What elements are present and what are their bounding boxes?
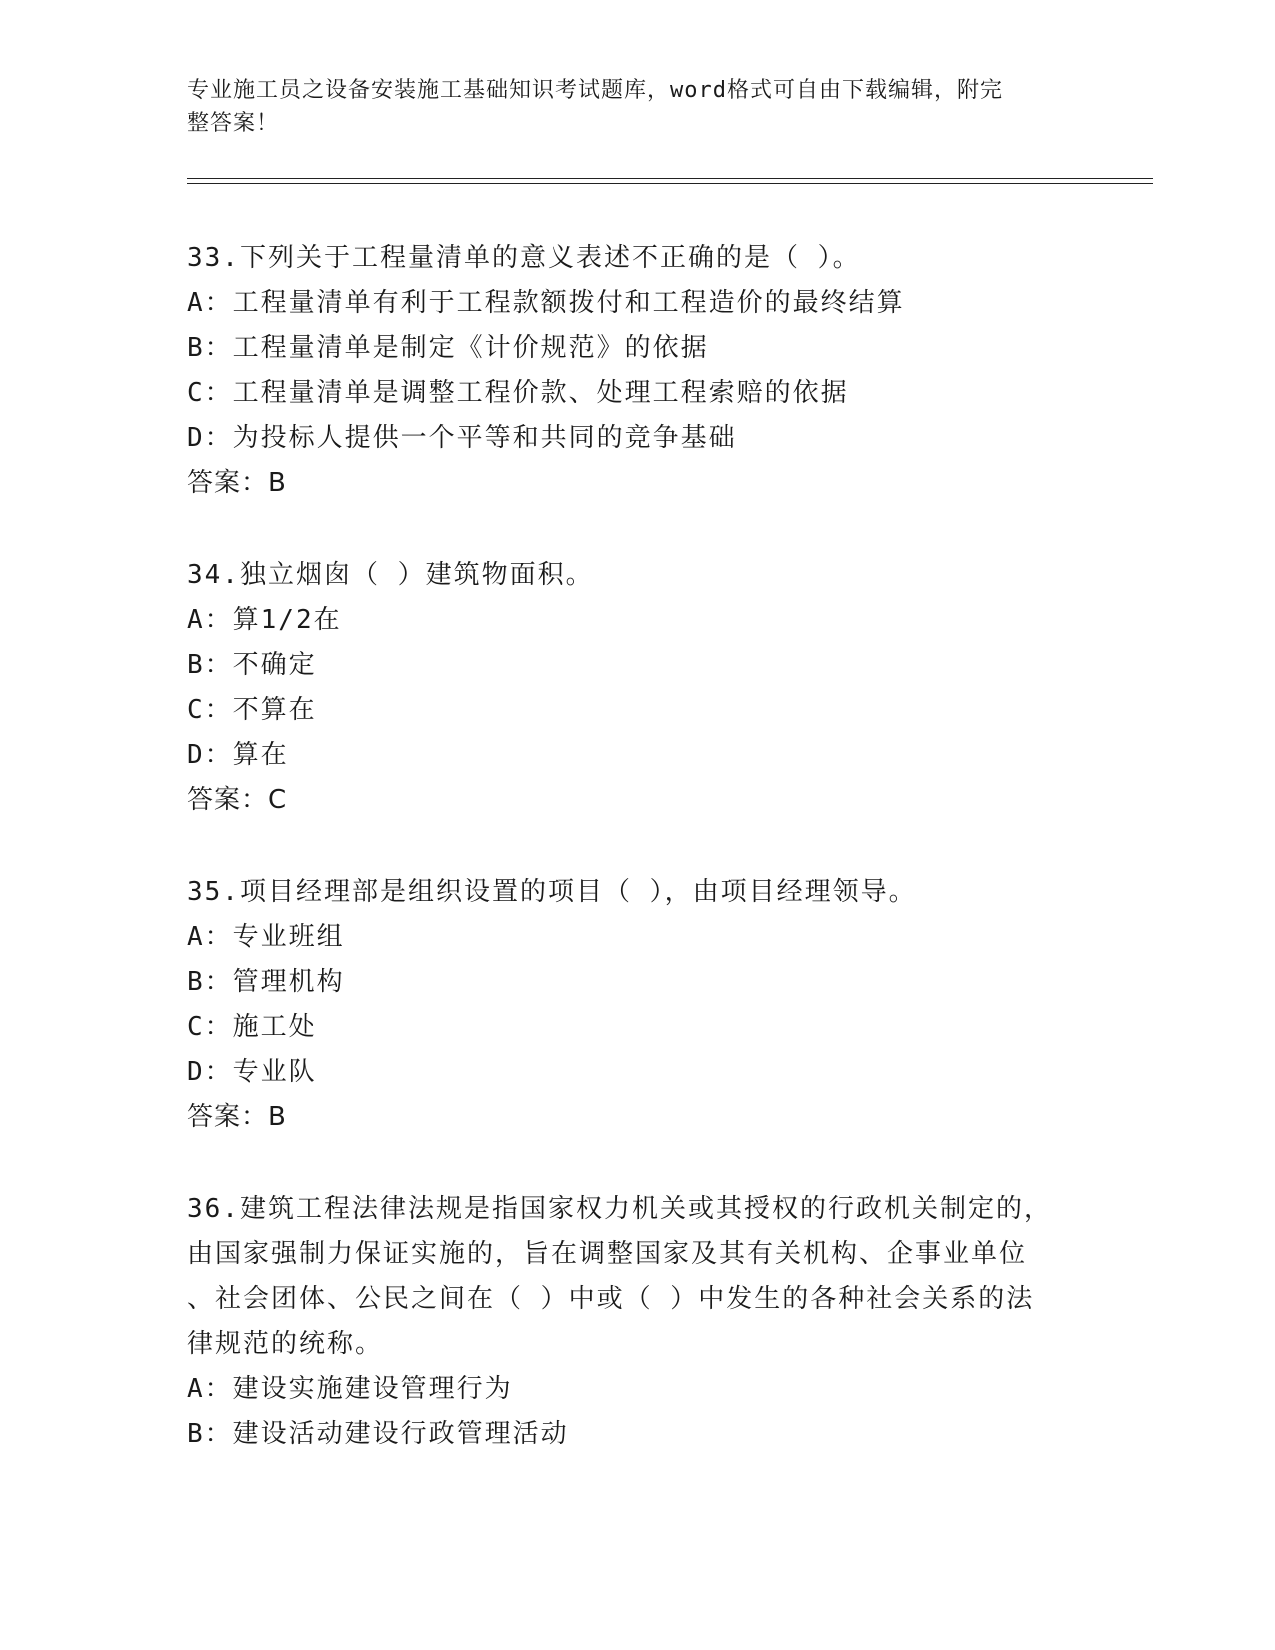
header-line-2: 整答案！	[187, 111, 280, 136]
option-a: A：建设实施建设管理行为	[187, 1374, 513, 1404]
option-d: D：算在	[187, 740, 289, 770]
option-b: B：管理机构	[187, 967, 345, 997]
question-stem: 33.下列关于工程量清单的意义表述不正确的是（ ）。	[187, 243, 861, 273]
document-header	[187, 74, 1067, 140]
option-a: A：算1/2在	[187, 605, 342, 635]
option-b: B：建设活动建设行政管理活动	[187, 1419, 569, 1449]
question-stem-line-3: 、社会团体、公民之间在（ ）中或（ ）中发生的各种社会关系的法	[187, 1284, 1035, 1314]
question-36	[187, 1187, 1087, 1457]
option-a: A：工程量清单有利于工程款额拨付和工程造价的最终结算	[187, 288, 905, 318]
question-stem: 34.独立烟囱（ ）建筑物面积。	[187, 560, 594, 590]
option-c: C：工程量清单是调整工程价款、处理工程索赔的依据	[187, 378, 849, 408]
answer: 答案：B	[187, 468, 287, 498]
question-stem-line-1: 36.建筑工程法律法规是指国家权力机关或其授权的行政机关制定的，	[187, 1194, 1052, 1224]
option-d: D：为投标人提供一个平等和共同的竞争基础	[187, 423, 737, 453]
question-stem-line-2: 由国家强制力保证实施的，旨在调整国家及其有关机构、企事业单位	[187, 1239, 1028, 1269]
question-34	[187, 553, 1087, 823]
question-list	[187, 236, 1087, 1504]
option-c: C：不算在	[187, 695, 317, 725]
option-d: D：专业队	[187, 1057, 317, 1087]
header-line-1: 专业施工员之设备安装施工基础知识考试题库，word格式可自由下载编辑，附完	[187, 78, 1003, 103]
option-a: A：专业班组	[187, 922, 345, 952]
question-stem: 35.项目经理部是组织设置的项目（ ），由项目经理领导。	[187, 877, 917, 907]
question-33	[187, 236, 1087, 506]
question-stem-line-4: 律规范的统称。	[187, 1329, 384, 1359]
option-b: B：工程量清单是制定《计价规范》的依据	[187, 333, 709, 363]
option-c: C：施工处	[187, 1012, 317, 1042]
answer: 答案：C	[187, 785, 288, 815]
header-rule-bottom	[187, 183, 1153, 184]
option-b: B：不确定	[187, 650, 317, 680]
header-rule-top	[187, 178, 1153, 179]
answer: 答案：B	[187, 1102, 287, 1132]
question-35	[187, 870, 1087, 1140]
